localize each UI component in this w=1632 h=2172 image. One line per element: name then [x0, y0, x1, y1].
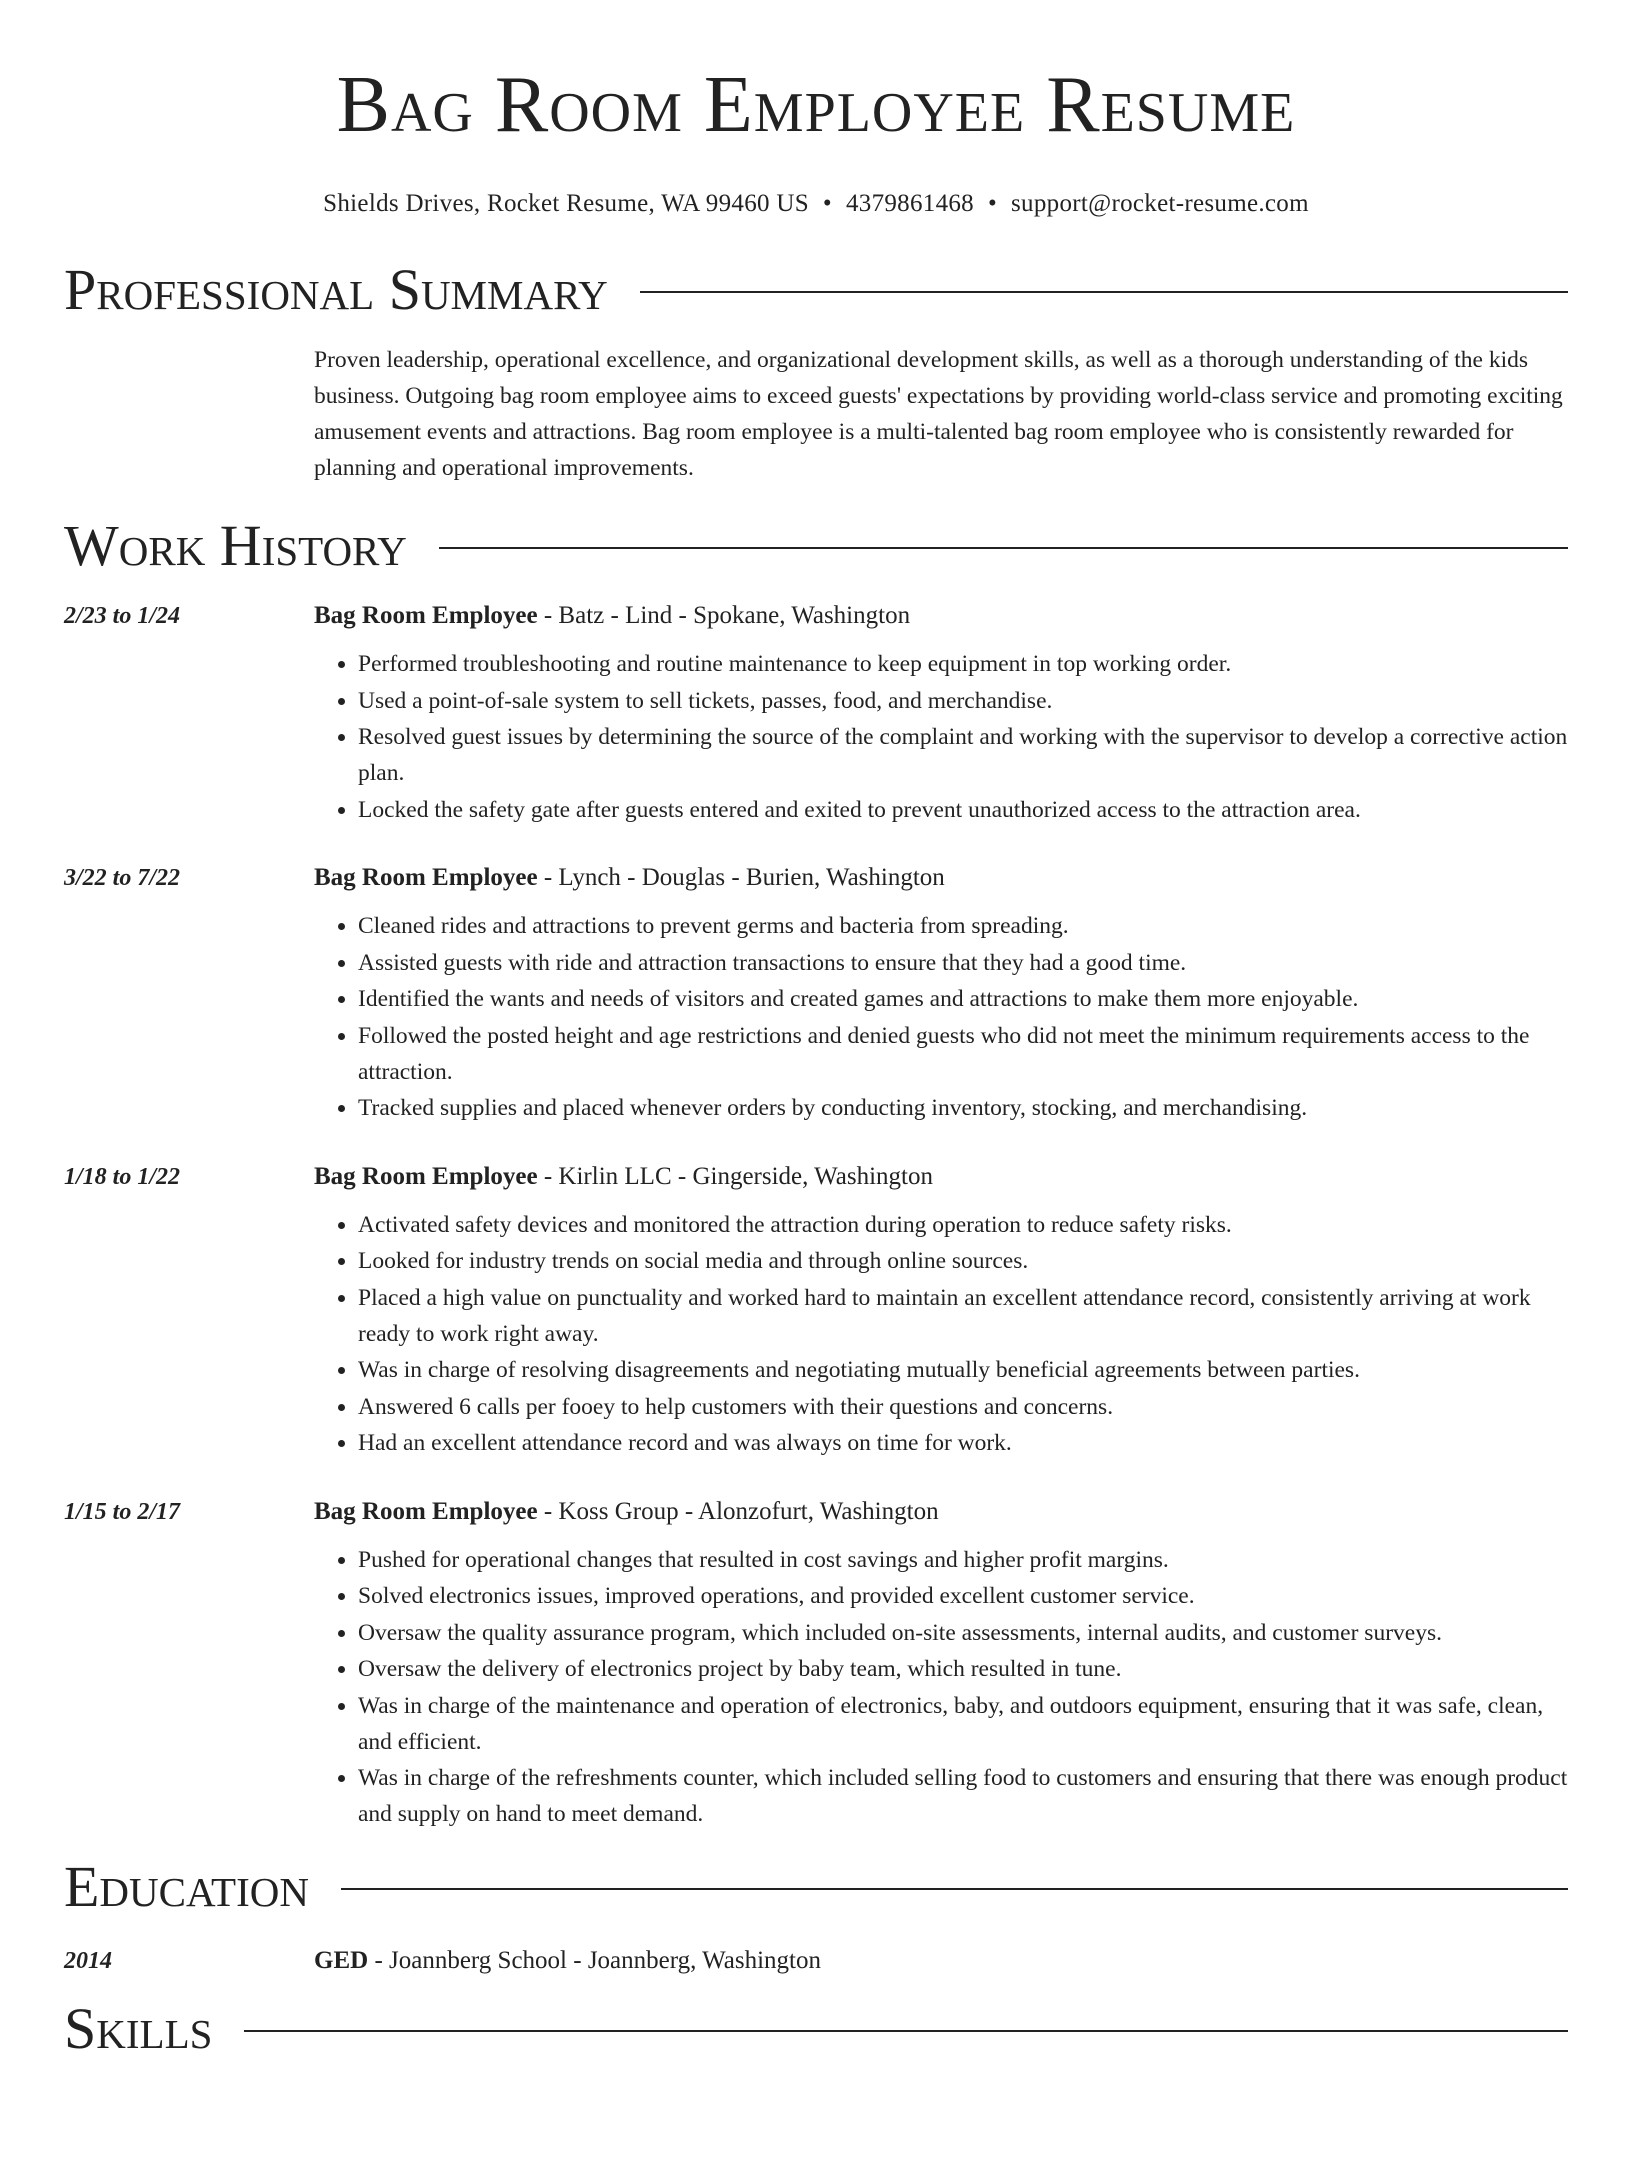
section-divider	[244, 2030, 1568, 2032]
job-employer-location: - Koss Group - Alonzofurt, Washington	[537, 1497, 939, 1525]
section-divider	[640, 291, 1568, 293]
job-bullets	[314, 908, 1568, 1126]
job-body	[314, 1159, 1568, 1462]
job-body	[314, 1494, 1568, 1833]
contact-address: Shields Drives, Rocket Resume, WA 99460 US	[323, 190, 809, 217]
job-heading	[314, 598, 1568, 634]
education-heading	[314, 1943, 1568, 1979]
job-body	[314, 598, 1568, 828]
resume-page	[0, 60, 1632, 2172]
list-item: • Cleaned rides and attractions to prevent germs and bacteria from spreading.	[358, 908, 1568, 944]
job-employer-location: - Lynch - Douglas - Burien, Washington	[537, 864, 945, 891]
job-entry	[64, 860, 1568, 1127]
contact-line	[64, 190, 1568, 218]
list-item: • Identified the wants and needs of visitors and created games and attractions to make them more enjoyable.	[358, 981, 1568, 1017]
list-item: • Used a point-of-sale system to sell tickets, passes, food, and merchandise.	[358, 683, 1568, 719]
summary-text: Proven leadership, operational excellence, and organizational development skills, as well as a thorough understanding of the kids business. Outgoing bag room employee aims to exceed guests' expectations by providing world-class service and promoting exciting amusement events and attractions. Bag room employee is a multi-talented bag room employee who is consistently rewarded for planning and operational improvements.	[314, 347, 1563, 481]
job-dates: 1/15 to 2/17	[64, 1498, 181, 1525]
job-dates: 1/18 to 1/22	[64, 1163, 181, 1190]
list-item: • Assisted guests with ride and attraction transactions to ensure that they had a good time.	[358, 945, 1568, 981]
education-school-location: - Joannberg School - Joannberg, Washington	[368, 1946, 821, 1974]
list-item: • Answered 6 calls per fooey to help customers with their questions and concerns.	[358, 1389, 1568, 1425]
job-body	[314, 860, 1568, 1127]
list-item: • Tracked supplies and placed whenever orders by conducting inventory, stocking, and merchandising.	[358, 1090, 1568, 1126]
page-title: Bag Room Employee Resume	[336, 61, 1296, 149]
section-header-skills	[64, 1997, 1568, 2061]
section-header-work-history	[64, 514, 1568, 578]
list-item: • Followed the posted height and age restrictions and denied guests who did not meet the minimum requirements access to the attraction.	[358, 1018, 1568, 1090]
section-title-work-history: Work History	[64, 513, 407, 578]
list-item: • Oversaw the quality assurance program, which included on-site assessments, internal audits, and customer surveys.	[358, 1615, 1568, 1651]
job-bullets	[314, 1542, 1568, 1833]
job-entry	[64, 1494, 1568, 1833]
job-bullets	[314, 646, 1568, 828]
job-dates: 2/23 to 1/24	[64, 603, 181, 629]
section-title-skills: Skills	[64, 1995, 213, 2061]
work-history-list	[64, 598, 1568, 1833]
contact-separator: •	[987, 190, 998, 217]
section-title-education: Education	[64, 1853, 309, 1919]
list-item: • Was in charge of resolving disagreements and negotiating mutually beneficial agreements between parties.	[358, 1352, 1568, 1388]
list-item: • Locked the safety gate after guests entered and exited to prevent unauthorized access to the attraction area.	[358, 792, 1568, 828]
section-title-summary: Professional Summary	[64, 257, 608, 322]
job-bullets	[314, 1207, 1568, 1462]
education-list	[64, 1943, 1568, 1979]
job-employer-location: - Batz - Lind - Spokane, Washington	[537, 602, 911, 629]
education-entry	[64, 1943, 1568, 1979]
list-item: • Performed troubleshooting and routine maintenance to keep equipment in top working order.	[358, 646, 1568, 682]
list-item: • Was in charge of the maintenance and operation of electronics, baby, and outdoors equipment, ensuring that it was safe, clean, and efficient.	[358, 1688, 1568, 1760]
job-heading	[314, 1159, 1568, 1195]
list-item: • Placed a high value on punctuality and worked hard to maintain an excellent attendance record, consistently arriving at work ready to work right away.	[358, 1280, 1568, 1352]
list-item: • Looked for industry trends on social media and through online sources.	[358, 1243, 1568, 1279]
job-title: Bag Room Employee	[314, 1162, 538, 1190]
job-heading	[314, 1494, 1568, 1530]
list-item: • Was in charge of the refreshments counter, which included selling food to customers and ensuring that there was enough product and supply on hand to meet demand.	[358, 1760, 1568, 1832]
job-title: Bag Room Employee	[314, 602, 538, 629]
list-item: • Solved electronics issues, improved operations, and provided excellent customer service.	[358, 1578, 1568, 1614]
job-heading	[314, 860, 1568, 896]
contact-phone: 4379861468	[845, 190, 974, 217]
job-dates: 3/22 to 7/22	[64, 865, 181, 891]
list-item: • Activated safety devices and monitored the attraction during operation to reduce safety risks.	[358, 1207, 1568, 1243]
list-item: • Oversaw the delivery of electronics project by baby team, which resulted in tune.	[358, 1651, 1568, 1687]
job-title: Bag Room Employee	[314, 1497, 538, 1525]
contact-separator: •	[822, 190, 832, 217]
job-entry	[64, 598, 1568, 828]
job-entry	[64, 1159, 1568, 1462]
list-item: • Pushed for operational changes that resulted in cost savings and higher profit margins.	[358, 1542, 1568, 1578]
education-year: 2014	[64, 1947, 112, 1974]
list-item: • Resolved guest issues by determining the source of the complaint and working with the supervisor to develop a corrective action plan.	[358, 719, 1568, 791]
list-item: • Had an excellent attendance record and was always on time for work.	[358, 1425, 1568, 1461]
job-title: Bag Room Employee	[314, 864, 538, 891]
section-divider	[341, 1888, 1568, 1890]
job-employer-location: - Kirlin LLC - Gingerside, Washington	[537, 1162, 933, 1190]
section-header-summary	[64, 258, 1568, 322]
education-degree: GED	[314, 1946, 369, 1974]
contact-email[interactable]: support@rocket-resume.com	[1011, 190, 1309, 217]
section-header-education	[64, 1855, 1568, 1919]
section-divider	[439, 547, 1568, 549]
